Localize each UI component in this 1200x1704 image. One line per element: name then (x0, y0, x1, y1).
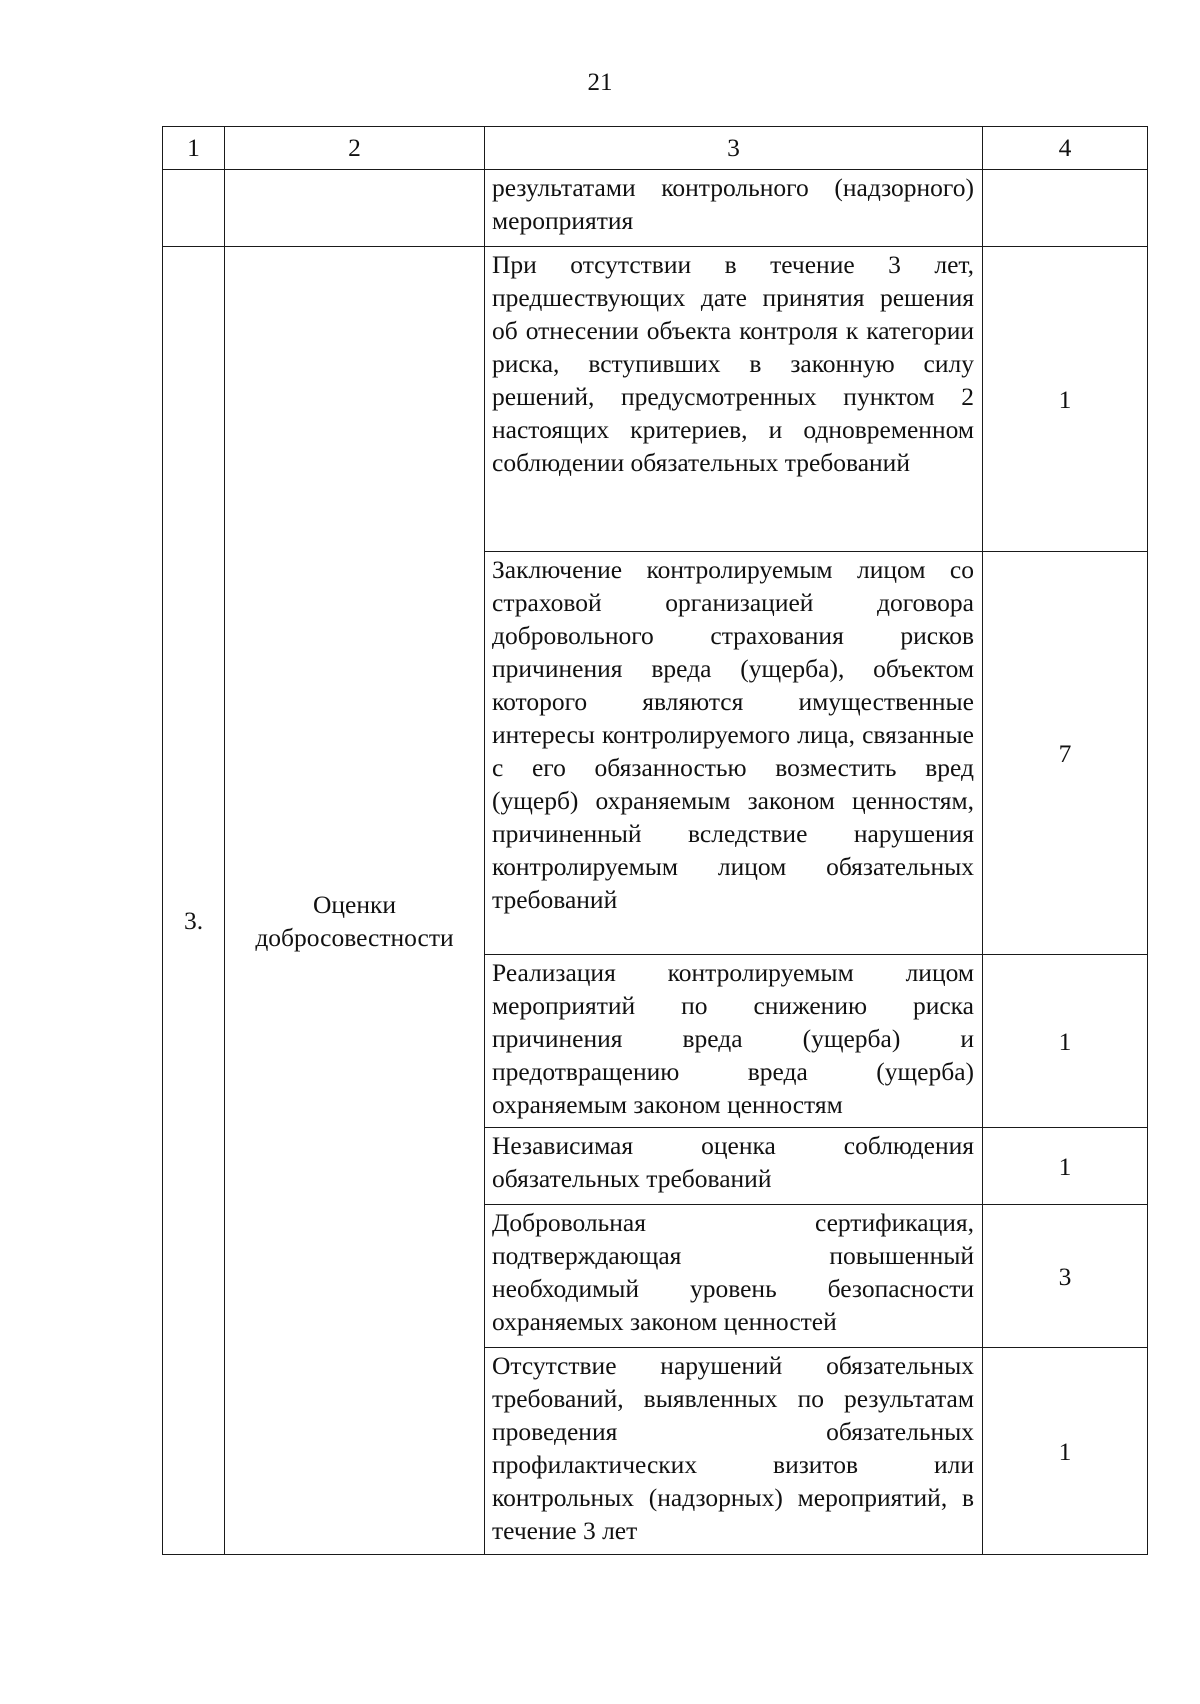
table-row (163, 247, 1148, 552)
section-number-cell: 3. (163, 247, 225, 1555)
criterion-cell: Независимая оценка соблюдения обязательных требований (485, 1128, 983, 1205)
group-cell (225, 170, 485, 247)
criterion-cell: результатами контрольного (надзорного) мероприятия (485, 170, 983, 247)
criterion-cell: Добровольная сертификация, подтверждающая повышенный необходимый уровень безопасности охраняемых законом ценностей (485, 1205, 983, 1348)
score-cell: 7 (983, 552, 1148, 955)
score-cell: 3 (983, 1205, 1148, 1348)
column-header-3: 3 (485, 127, 983, 170)
table-row-continuation (163, 170, 1148, 247)
score-cell: 1 (983, 247, 1148, 552)
row-number-cell (163, 170, 225, 247)
column-header-1: 1 (163, 127, 225, 170)
table-header-row (163, 127, 1148, 170)
criterion-cell: Заключение контролируемым лицом со страховой организацией договора добровольного страхования рисков причинения вреда (ущерба), объектом которого являются имущественные интересы контролируемого лица, связанные с его обязанностью возместить вред (ущерб) охраняемым законом ценностям, причиненный вследствие нарушения контролируемым лицом обязательных требований (485, 552, 983, 955)
column-header-4: 4 (983, 127, 1148, 170)
score-cell: 1 (983, 1348, 1148, 1555)
page-number: 21 (587, 69, 613, 96)
column-header-2: 2 (225, 127, 485, 170)
criterion-cell: Отсутствие нарушений обязательных требований, выявленных по результатам проведения обязательных профилактических визитов или контрольных (надзорных) мероприятий, в течение 3 лет (485, 1348, 983, 1555)
score-cell: 1 (983, 1128, 1148, 1205)
score-cell: 1 (983, 955, 1148, 1128)
criteria-table (162, 126, 1148, 1555)
criterion-cell: При отсутствии в течение 3 лет, предшествующих дате принятия решения об отнесении объекта контроля к категории риска, вступивших в законную силу решений, предусмотренных пунктом 2 настоящих критериев, и одновременном соблюдении обязательных требований (485, 247, 983, 552)
section-group-cell: Оценки добросовестности (225, 247, 485, 1555)
criterion-cell: Реализация контролируемым лицом мероприятий по снижению риска причинения вреда (ущерба) и предотвращению вреда (ущерба) охраняемым законом ценностям (485, 955, 983, 1128)
score-cell (983, 170, 1148, 247)
